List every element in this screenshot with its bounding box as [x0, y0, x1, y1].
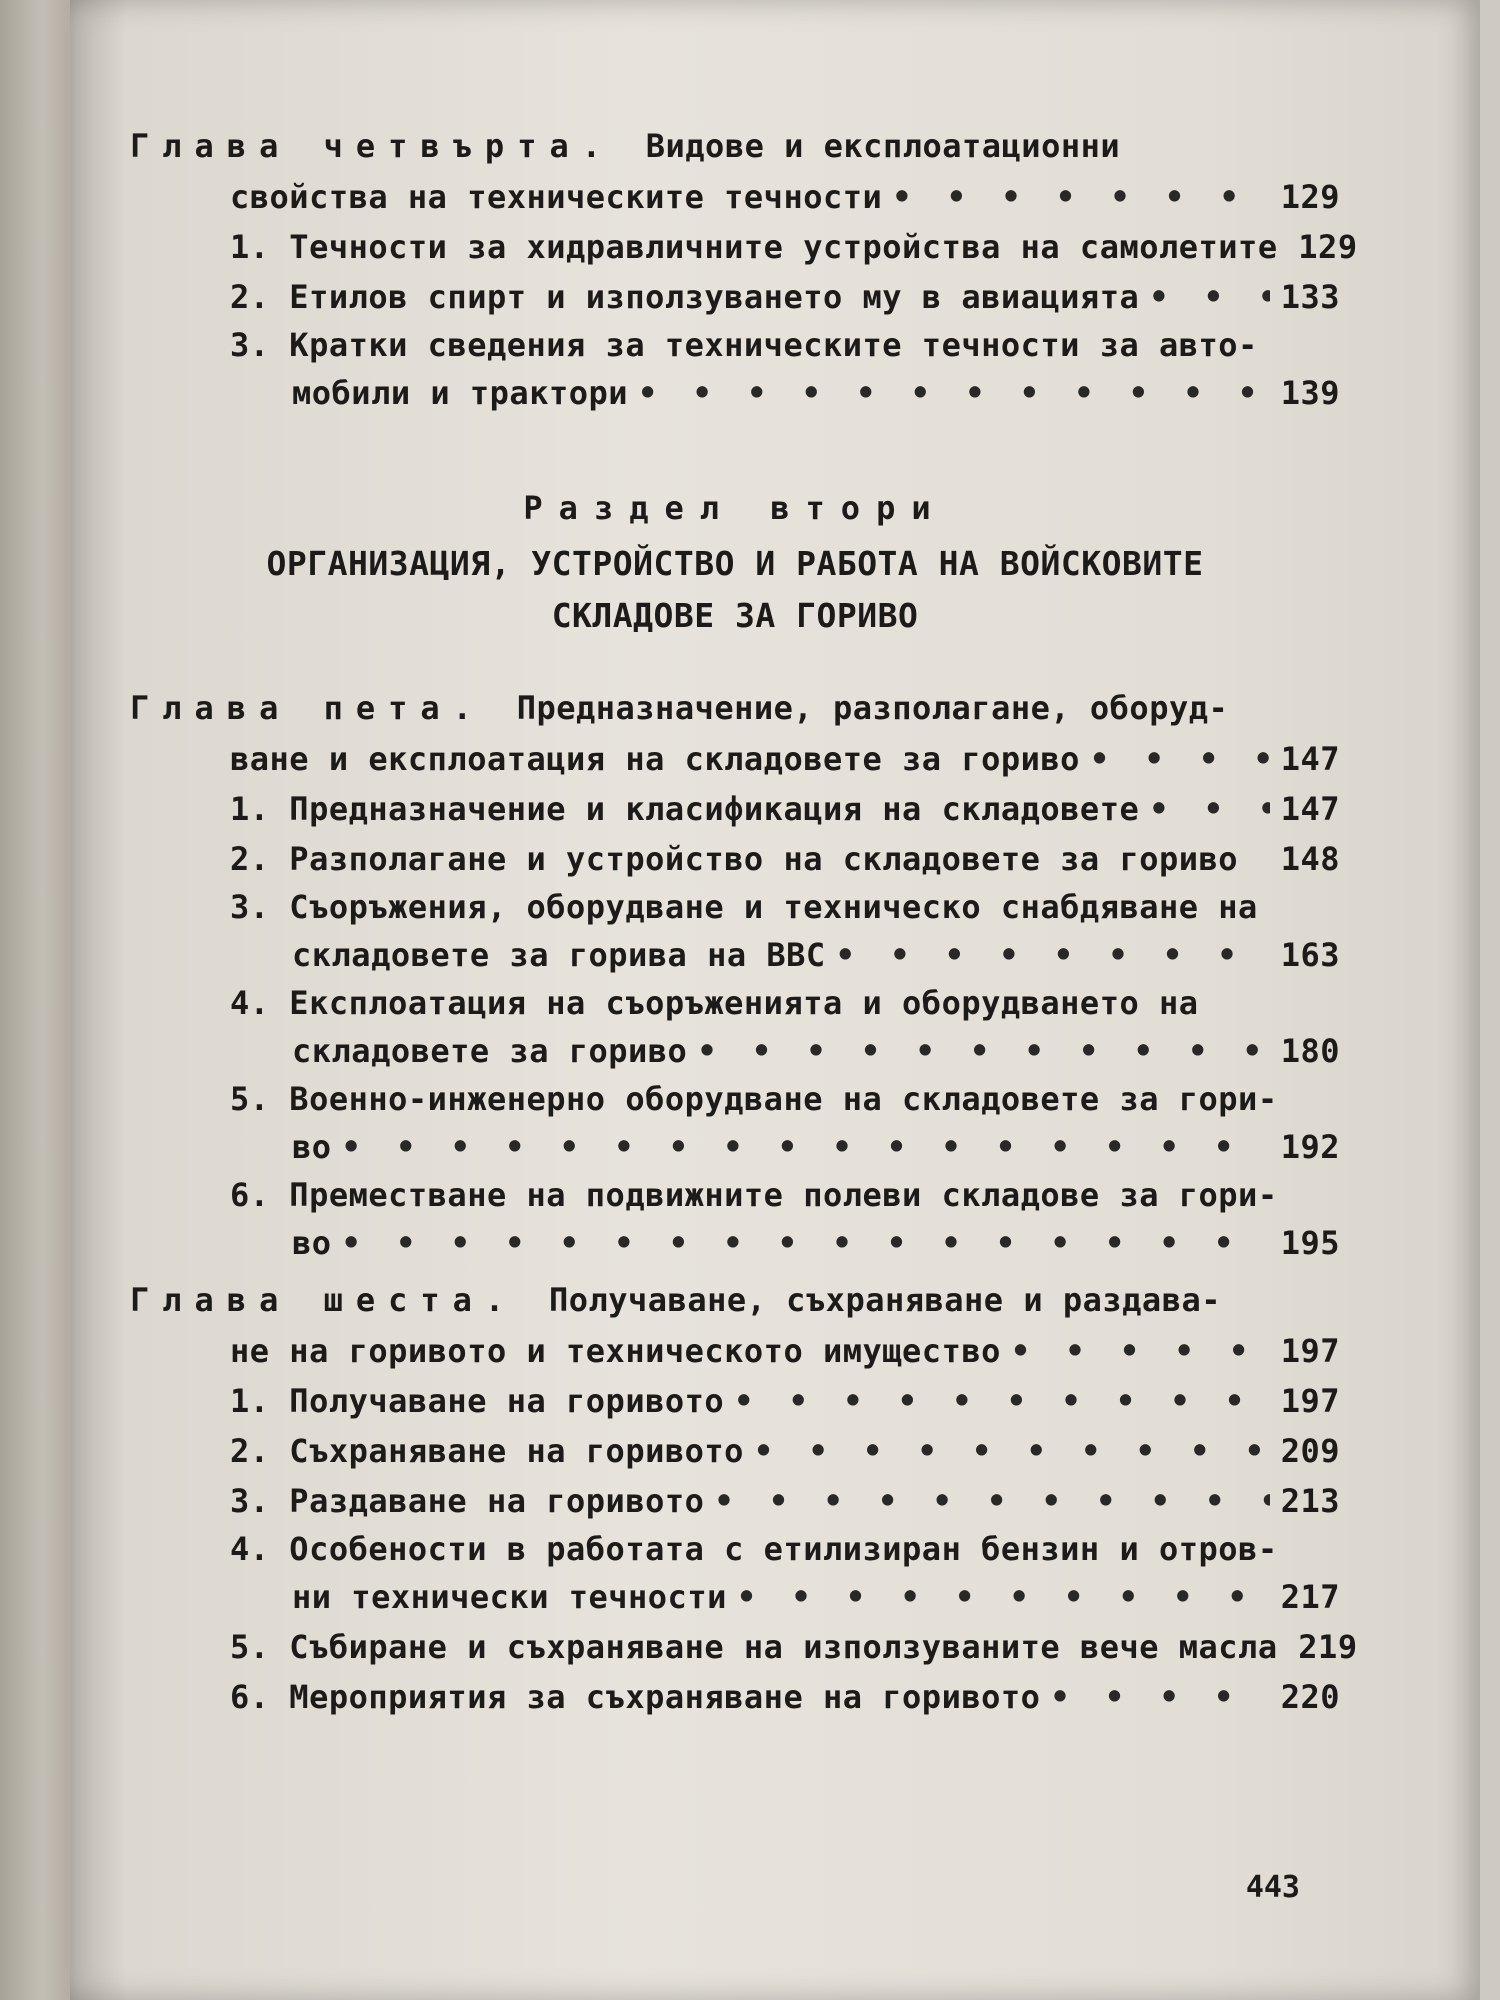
- chapter-title-line2: не на горивото и техническото имущество: [230, 1332, 1001, 1370]
- toc-entry: [130, 322, 1340, 418]
- entry-number: 6.: [230, 1176, 270, 1214]
- chapter-title-line1: Видове и експлоатационни: [645, 127, 1121, 165]
- chapter-five: [130, 682, 1340, 1268]
- entry-number: 1.: [230, 790, 270, 828]
- leader-dots: [737, 1572, 1270, 1622]
- page-number: 195: [1280, 1224, 1340, 1262]
- page-number: 197: [1280, 1382, 1340, 1420]
- page-number: 192: [1280, 1128, 1340, 1166]
- leader-dots: [1011, 1326, 1270, 1376]
- page-number: 147: [1280, 740, 1340, 778]
- chapter-heading: [130, 682, 1340, 734]
- entry-number: 5.: [230, 1080, 270, 1118]
- entry-title: Събиране и съхраняване на използуваните вече масла: [289, 1628, 1278, 1666]
- chapter-title-line1: Получаване, съхраняване и раздава-: [548, 1281, 1221, 1319]
- entry-number: 2.: [230, 1432, 270, 1470]
- chapter-label: Глава пета.: [130, 689, 485, 727]
- entry-number: 1.: [230, 228, 270, 266]
- toc-entry: [130, 980, 1340, 1076]
- section-title-line2: СКЛАДОВЕ ЗА ГОРИВО: [551, 596, 919, 635]
- leader-dots: [1090, 734, 1270, 784]
- leader-dots: [342, 1122, 1270, 1172]
- entry-title: Преместване на подвижните полеви складове за гори-: [289, 1176, 1278, 1214]
- entry-title-cont: во: [292, 1128, 332, 1166]
- page-number: 148: [1280, 840, 1340, 878]
- leader-dots: [697, 1026, 1270, 1076]
- leader-dots: [734, 1376, 1270, 1426]
- toc-entry: [130, 1526, 1340, 1622]
- toc-entry: [130, 834, 1340, 884]
- entry-number: 6.: [230, 1678, 270, 1716]
- toc-entry: [130, 1426, 1340, 1476]
- entry-title: Разполагане и устройство на складовете за гориво: [289, 840, 1239, 878]
- entry-title: Предназначение и класификация на складовете: [289, 790, 1140, 828]
- toc-entry: [130, 1172, 1340, 1268]
- page-number: 180: [1280, 1032, 1340, 1070]
- leader-dots: [754, 1426, 1270, 1476]
- leader-dots: [892, 172, 1270, 222]
- book-spine-edge: [0, 0, 70, 2000]
- entry-title: Съхраняване на горивото: [289, 1432, 744, 1470]
- page-number: 139: [1280, 374, 1340, 412]
- entry-number: 3.: [230, 326, 270, 364]
- entry-title: Съоръжения, оборудване и техническо снабдяване на: [289, 888, 1258, 926]
- page-folio-number: 443: [1245, 1870, 1300, 1905]
- toc-entry: [130, 222, 1358, 272]
- toc-entry: [130, 1076, 1340, 1172]
- page-number: 133: [1280, 278, 1340, 316]
- chapter-heading: [130, 1274, 1340, 1326]
- entry-title-cont: ни технически течности: [292, 1578, 727, 1616]
- toc-entry: [130, 1622, 1358, 1672]
- leader-dots: [638, 368, 1270, 418]
- chapter-heading: [130, 120, 1340, 172]
- entry-number: 1.: [230, 1382, 270, 1420]
- entry-title-cont: складовете за гориво: [292, 1032, 688, 1070]
- entry-title: Кратки сведения за техническите течности за авто-: [289, 326, 1258, 364]
- entry-title-cont: мобили и трактори: [292, 374, 629, 412]
- chapter-title-line2: ване и експлоатация на складовете за гориво: [230, 740, 1080, 778]
- entry-title: Особености в работата с етилизиран бензин и отров-: [289, 1530, 1278, 1568]
- chapter-four: [130, 120, 1358, 418]
- entry-number: 3.: [230, 888, 270, 926]
- entry-title: Етилов спирт и използуването му в авиацията: [289, 278, 1140, 316]
- section-label: Раздел втори: [523, 489, 947, 527]
- entry-title: Мероприятия за съхраняване на горивото: [289, 1678, 1041, 1716]
- page-number: 220: [1280, 1678, 1340, 1716]
- page-number: 219: [1298, 1628, 1358, 1666]
- page-number: 217: [1280, 1578, 1340, 1616]
- entry-title: Течности за хидравличните устройства на самолетите: [289, 228, 1278, 266]
- page-number: 129: [1280, 178, 1340, 216]
- chapter-label: Глава шеста.: [130, 1281, 518, 1319]
- entry-title: Военно-инженерно оборудване на складовете за гори-: [289, 1080, 1278, 1118]
- entry-number: 4.: [230, 984, 270, 1022]
- chapter-six: [130, 1274, 1358, 1722]
- page-number: 129: [1298, 228, 1358, 266]
- entry-title-cont: во: [292, 1224, 332, 1262]
- page-number: 147: [1280, 790, 1340, 828]
- entry-title-cont: складовете за горива на ВВС: [292, 936, 826, 974]
- entry-title: Получаване на горивото: [289, 1382, 725, 1420]
- chapter-title-line1: Предназначение, разполагане, оборуд-: [516, 689, 1229, 727]
- page-number: 163: [1280, 936, 1340, 974]
- entry-title: Експлоатация на съоръженията и оборудването на: [289, 984, 1199, 1022]
- toc-entry: [130, 784, 1340, 834]
- toc-entry: [130, 884, 1340, 980]
- entry-number: 2.: [230, 840, 270, 878]
- entry-title: Раздаване на горивото: [289, 1482, 705, 1520]
- leader-dots: [1149, 272, 1270, 322]
- entry-number: 5.: [230, 1628, 270, 1666]
- page-number: 209: [1280, 1432, 1340, 1470]
- page-number: 213: [1280, 1482, 1340, 1520]
- leader-dots: [714, 1476, 1270, 1526]
- toc-entry: [130, 1476, 1340, 1526]
- toc-entry: [130, 1376, 1340, 1426]
- leader-dots: [1149, 784, 1270, 834]
- table-of-contents: [130, 120, 1358, 1728]
- section-heading: [130, 478, 1340, 642]
- entry-number: 2.: [230, 278, 270, 316]
- leader-dots: [836, 930, 1270, 980]
- chapter-label: Глава четвърта.: [130, 127, 614, 165]
- leader-dots: [1050, 1672, 1270, 1722]
- toc-entry: [130, 272, 1340, 322]
- leader-dots: [342, 1218, 1270, 1268]
- entry-number: 4.: [230, 1530, 270, 1568]
- chapter-title-line2: свойства на техническите течности: [230, 178, 883, 216]
- page-number: 197: [1280, 1332, 1340, 1370]
- entry-number: 3.: [230, 1482, 270, 1520]
- chapter-heading-line2: [130, 172, 1340, 222]
- section-title-line1: ОРГАНИЗАЦИЯ, УСТРОЙСТВО И РАБОТА НА ВОЙСКОВИТЕ: [266, 544, 1204, 583]
- toc-entry: [130, 1672, 1340, 1722]
